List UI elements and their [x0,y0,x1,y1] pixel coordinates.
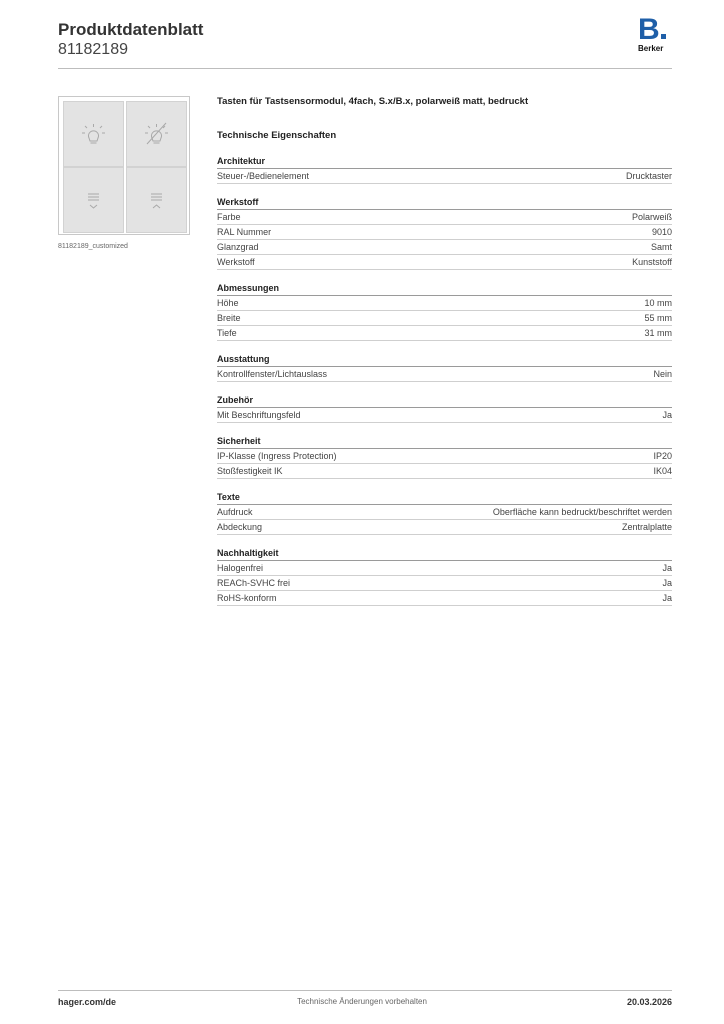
footer-date: 20.03.2026 [626,997,672,1007]
spec-value: Oberfläche kann bedruckt/beschriftet werden [492,507,672,517]
product-title: Tasten für Tastsensormodul, 4fach, S.x/B.x, polarweiß matt, bedruckt [217,96,529,107]
section-heading: Werkstoff [217,196,672,210]
spec-value: IP20 [653,451,672,461]
spec-section [217,491,672,535]
berker-logo [638,13,674,56]
spec-row [217,520,672,535]
spec-label: Glanzgrad [217,242,259,252]
spec-row [217,576,672,591]
tile-top-left [63,101,124,167]
spec-value: Ja [662,593,672,603]
spec-row [217,225,672,240]
spec-value: 31 mm [644,328,672,338]
spec-label: Farbe [217,212,241,222]
spec-row [217,505,672,520]
spec-label: Stoßfestigkeit IK [217,466,283,476]
spec-label: RoHS-konform [217,593,277,603]
specification-table [217,95,672,606]
spec-label: IP-Klasse (Ingress Protection) [217,451,337,461]
spec-value: Ja [662,563,672,573]
spec-row [217,561,672,576]
spec-label: REACh-SVHC frei [217,578,291,588]
spec-label: Breite [217,313,241,323]
spec-value: Samt [650,242,672,252]
spec-value: 9010 [651,227,672,237]
header-divider [58,68,672,69]
spec-label: Tiefe [217,328,237,338]
spec-sections [217,155,672,606]
lamp-icon [64,102,123,166]
lamp-off-icon [127,102,186,166]
spec-row [217,408,672,423]
section-title: Technische Eigenschaften [217,130,337,141]
blind-up-icon [127,168,186,232]
spec-section [217,547,672,606]
spec-row [217,311,672,326]
section-heading: Sicherheit [217,435,672,449]
spec-value: Ja [662,410,672,420]
spec-value: 10 mm [644,298,672,308]
spec-label: Halogenfrei [217,563,264,573]
spec-label: Höhe [217,298,239,308]
spec-section [217,282,672,341]
section-heading: Architektur [217,155,672,169]
spec-section [217,435,672,479]
spec-label: Aufdruck [217,507,253,517]
spec-row [217,296,672,311]
footer-divider [58,990,672,991]
spec-row [217,464,672,479]
product-number: 81182189 [58,41,128,58]
spec-row [217,210,672,225]
spec-label: Steuer-/Bedienelement [217,171,310,181]
section-heading: Abmessungen [217,282,672,296]
spec-value: IK04 [653,466,672,476]
logo-text: Berker [638,44,664,53]
spec-value: Drucktaster [625,171,672,181]
tile-bottom-left [63,167,124,233]
spec-row [217,449,672,464]
footer-website: hager.com/de [58,997,117,1007]
spec-value: Nein [653,369,672,379]
logo-letter: B [638,13,660,46]
spec-row [217,255,672,270]
tile-bottom-right [126,167,187,233]
spec-value: 55 mm [644,313,672,323]
page-title: Produktdatenblatt [58,20,204,39]
spec-row [217,240,672,255]
spec-value: Zentralplatte [621,522,672,532]
blind-down-icon [64,168,123,232]
spec-row [217,591,672,606]
spec-label: Mit Beschriftungsfeld [217,410,301,420]
spec-section [217,155,672,184]
spec-value: Kunststoff [632,257,672,267]
spec-section [217,353,672,382]
section-heading: Zubehör [217,394,672,408]
spec-section [217,394,672,423]
section-heading: Nachhaltigkeit [217,547,672,561]
spec-label: RAL Nummer [217,227,272,237]
product-image [58,96,190,235]
spec-row [217,367,672,382]
spec-row [217,169,672,184]
spec-row [217,326,672,341]
logo-dot [661,34,666,39]
spec-value: Polarweiß [631,212,672,222]
spec-value: Ja [662,578,672,588]
spec-label: Kontrollfenster/Lichtauslass [217,369,328,379]
spec-label: Werkstoff [217,257,255,267]
spec-label: Abdeckung [217,522,263,532]
image-caption: 81182189_customized [58,243,128,250]
spec-section [217,196,672,270]
tile-top-right [126,101,187,167]
footer-disclaimer: Technische Änderungen vorbehalten [297,997,427,1006]
section-heading: Ausstattung [217,353,672,367]
document-header [58,20,203,60]
section-heading: Texte [217,491,672,505]
